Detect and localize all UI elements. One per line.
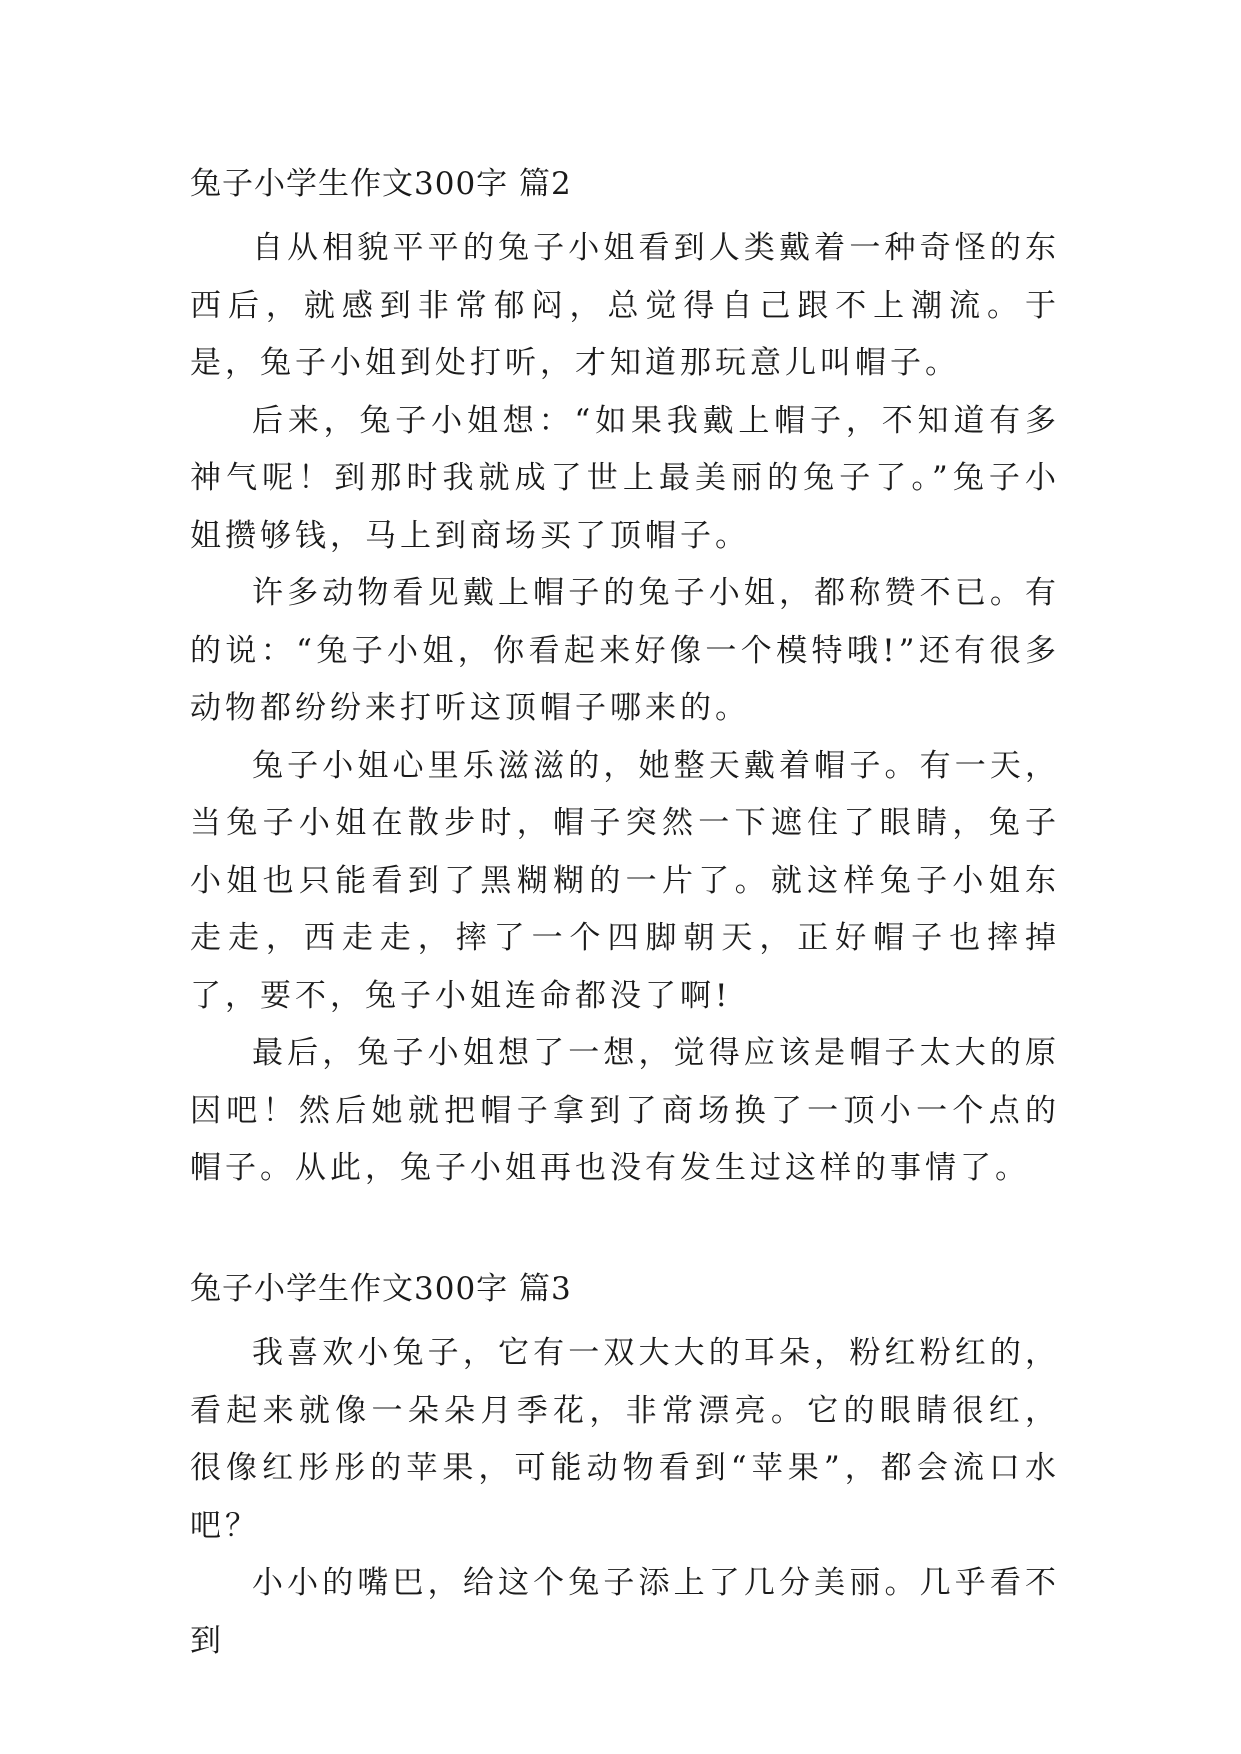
section-heading: 兔子小学生作文300字 篇3: [190, 1271, 572, 1307]
paragraph: 后来，兔子小姐想：“如果我戴上帽子，不知道有多神气呢！到那时我就成了世上最美丽的兔子了。”兔子小姐攒够钱，马上到商场买了顶帽子。: [190, 402, 1060, 554]
paragraph: 许多动物看见戴上帽子的兔子小姐，都称赞不已。有的说：“兔子小姐，你看起来好像一个模特哦!”还有很多动物都纷纷来打听这顶帽子哪来的。: [190, 575, 1060, 726]
paragraph: 兔子小姐心里乐滋滋的，她整天戴着帽子。有一天，当兔子小姐在散步时，帽子突然一下遮住了眼睛，兔子小姐也只能看到了黑糊糊的一片了。就这样兔子小姐东走走，西走走，摔了一个四脚朝天，正好帽子也摔掉了，要不，兔子小姐连命都没了啊!: [190, 747, 1060, 1014]
essay-section-2: [190, 160, 1060, 1198]
paragraph: 最后，兔子小姐想了一想，觉得应该是帽子太大的原因吧！然后她就把帽子拿到了商场换了一顶小一个点的帽子。从此，兔子小姐再也没有发生过这样的事情了。: [190, 1035, 1060, 1186]
essay-section-3: [190, 1265, 1060, 1670]
section-heading: 兔子小学生作文300字 篇2: [190, 166, 572, 202]
paragraph: 我喜欢小兔子，它有一双大大的耳朵，粉红粉红的，看起来就像一朵朵月季花，非常漂亮。它的眼睛很红，很像红彤彤的苹果，可能动物看到“苹果”，都会流口水吧？: [190, 1335, 1060, 1544]
paragraph: 自从相貌平平的兔子小姐看到人类戴着一种奇怪的东西后，就感到非常郁闷，总觉得自己跟不上潮流。于是，兔子小姐到处打听，才知道那玩意儿叫帽子。: [190, 230, 1060, 381]
paragraph: 小小的嘴巴，给这个兔子添上了几分美丽。几乎看不到: [190, 1565, 1060, 1659]
